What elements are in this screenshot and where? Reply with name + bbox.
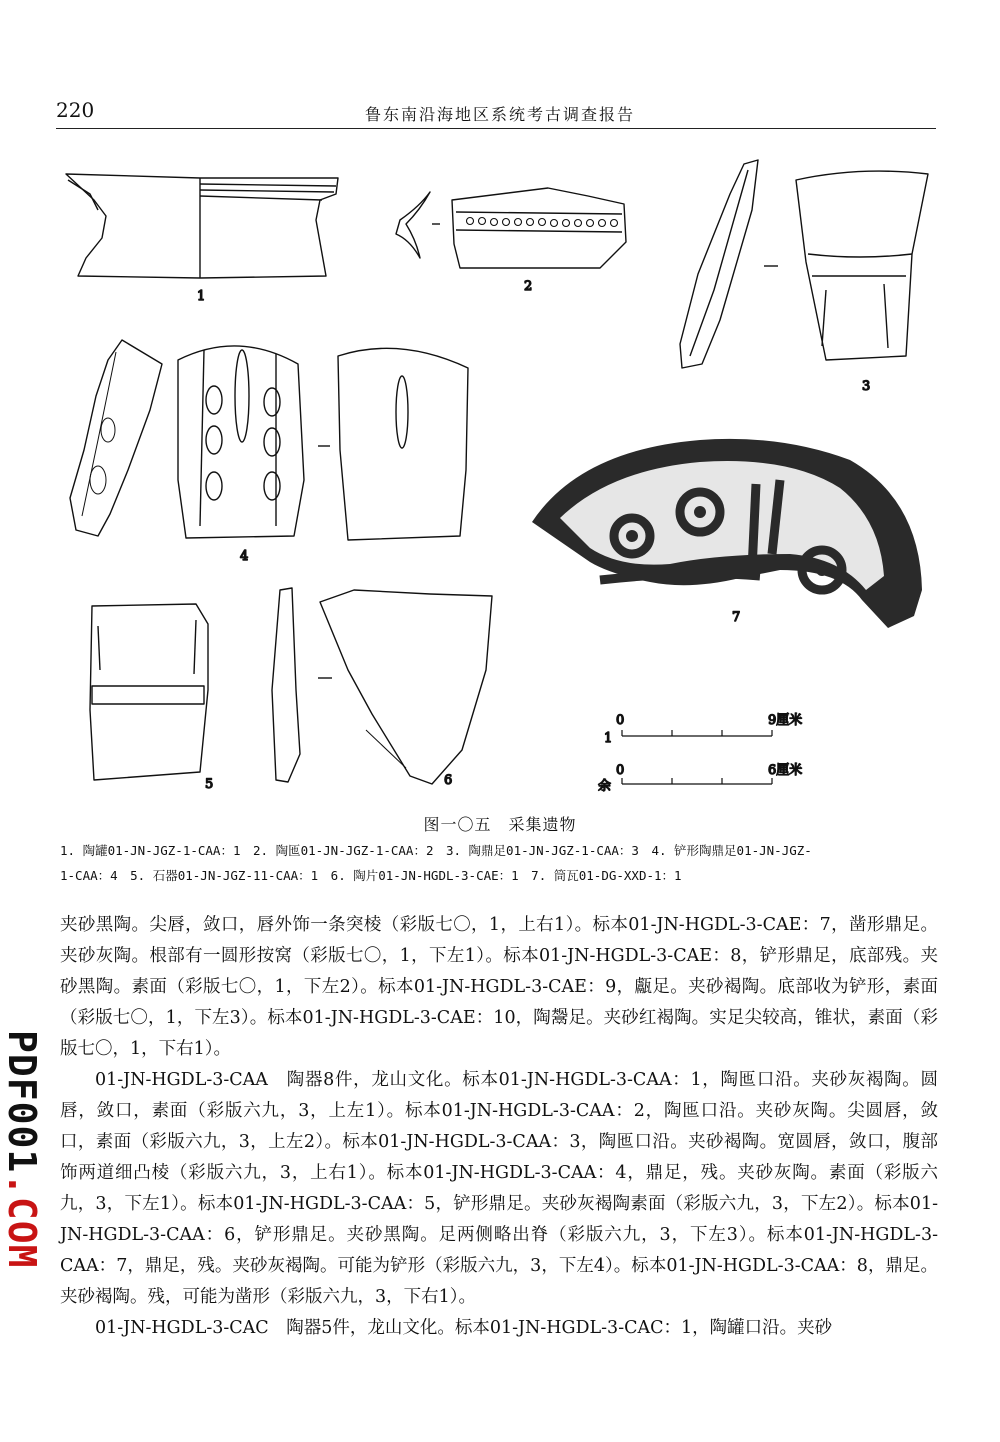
watermark-part-b: .COM [0,1173,44,1269]
artifact-figure [0,150,1000,800]
figure-number-4: 4 [240,549,249,564]
figure-number-6: 6 [444,773,453,788]
figure-number-3: 3 [862,379,871,394]
scale-bar-1 [622,730,772,736]
paragraph-3: 01-JN-HGDL-3-CAC 陶器5件，龙山文化。标本01-JN-HGDL-3-CAC：1，陶罐口沿。夹砂 [95,1318,833,1338]
scale-bar-2-label: 余 [598,779,612,794]
body-text [60,910,938,1344]
scale-bar-1-end: 9厘米 [768,713,803,728]
artifact-5-stone-tool-drawing [90,604,208,780]
scale-bar-2-start: 0 [616,763,625,778]
figure-number-5: 5 [205,777,214,792]
watermark [0,1030,44,1270]
figure-number-1: 1 [197,289,206,304]
figure-number-7: 7 [732,610,741,625]
header-rule [56,128,936,129]
paragraph-2: 01-JN-HGDL-3-CAA 陶器8件，龙山文化。标本01-JN-HGDL-3-CAA：1，陶匜口沿。夹砂灰褐陶。圆唇，敛口，素面（彩版六九，3，上左1）。标本01-JN-HGDL-3-CAA：2，陶匜口沿。夹砂灰陶。尖圆唇，敛口，素面（彩版六九，3，上左2）。标本01-JN-HGDL-3-CAA：3，陶匜口沿。夹砂褐陶。宽圆唇，敛口，腹部饰两道细凸棱（彩版六九，3，上右1）。标本01-JN-HGDL-3-CAA：4，鼎足，残。夹砂灰陶。素面（彩版六九，3，下左1）。标本01-JN-HGDL-3-CAA：5，铲形鼎足。夹砂灰褐陶素面（彩版六九，3，下左2）。标本01-JN-HGDL-3-CAA：6，铲形鼎足。夹砂黑陶。足两侧略出脊（彩版六九，3，下左3）。标本01-JN-HGDL-3-CAA：7，鼎足，残。夹砂灰褐陶。可能为铲形（彩版六九，3，下左4）。标本01-JN-HGDL-3-CAA：8，鼎足。夹砂褐陶。残，可能为凿形（彩版六九，3，下右1）。 [60,1070,938,1307]
artifact-6-potsherd-drawing [272,588,492,784]
artifact-2-yi-rim-drawing [396,188,626,268]
artifact-3-ding-foot-drawing [680,160,928,368]
scale-bar-1-start: 0 [616,713,625,728]
figure-caption [60,838,940,888]
running-title: 鲁东南沿海地区系统考古调查报告 [364,105,635,124]
scale-bar-2 [622,778,772,784]
paragraph-1: 夹砂黑陶。尖唇，敛口，唇外饰一条突棱（彩版七〇，1，上右1）。标本01-JN-HGDL-3-CAE：7，凿形鼎足。夹砂灰陶。根部有一圆形按窝（彩版七〇，1，下左1）。标本01-JN-HGDL-3-CAE：8，铲形鼎足，底部残。夹砂黑陶。素面（彩版七〇，1，下左2）。标本01-JN-HGDL-3-CAE：9，甗足。夹砂褐陶。底部收为铲形，素面（彩版七〇，1，下左3）。标本01-JN-HGDL-3-CAE：10，陶鬶足。夹砂红褐陶。实足尖较高，锥状，素面（彩版七〇，1，下右1）。 [60,915,938,1059]
watermark-part-a: PDF001 [0,1030,44,1174]
scale-bar-2-end: 6厘米 [768,763,803,778]
figure-caption-line-1: 1. 陶罐01-JN-JGZ-1-CAA：1 2. 陶匜01-JN-JGZ-1-CAA：2 3. 陶鼎足01-JN-JGZ-1-CAA：3 4. 铲形陶鼎足01-JN-JGZ- [60,843,812,858]
artifact-4-shovel-foot-drawing [70,340,468,540]
scale-bar-1-label: 1 [604,731,613,746]
figure-title: 图一〇五 采集遗物 [423,815,577,834]
artifact-7-tile-rubbing [532,439,922,628]
figure-number-2: 2 [524,279,533,294]
figure-caption-line-2: 1-CAA：4 5. 石器01-JN-JGZ-11-CAA：1 6. 陶片01-JN-HGDL-3-CAE：1 7. 筒瓦01-DG-XXD-1：1 [60,868,682,883]
page-number: 220 [56,98,95,122]
artifact-1-jar-rim-drawing [66,174,338,278]
